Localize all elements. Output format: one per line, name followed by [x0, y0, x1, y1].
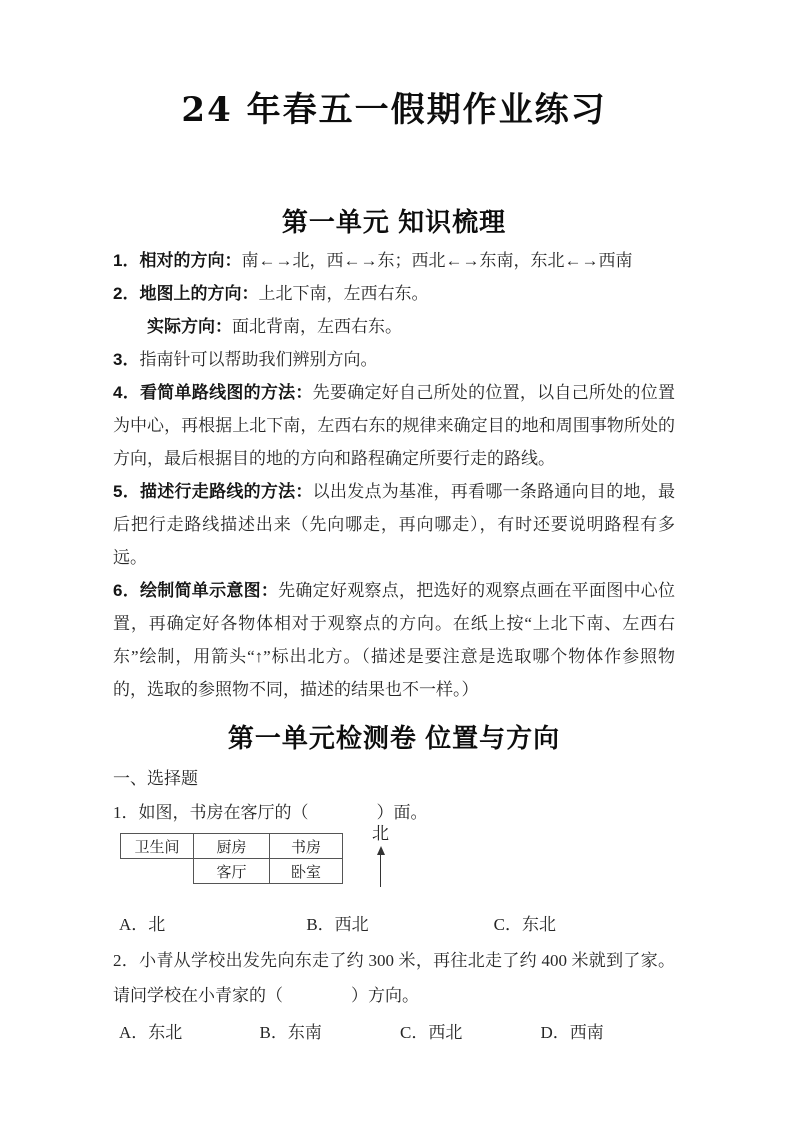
list-item-5 — [113, 475, 675, 574]
item-text: 面北背南，左西右东。 — [232, 317, 402, 336]
list-item-6 — [113, 574, 675, 706]
list-item-1 — [113, 244, 675, 277]
choice-b: B．西北 — [306, 915, 369, 934]
page-title: 24 年春五一假期作业练习 — [181, 90, 607, 130]
choice-a: A．北 — [119, 915, 166, 934]
knowledge-list — [113, 244, 675, 706]
north-indicator — [372, 824, 389, 887]
question-1-text: 1．如图，书房在客厅的（ ）面。 — [113, 803, 428, 822]
cell-study: 书房 — [270, 834, 343, 859]
arrow-head — [377, 846, 385, 855]
choice-b: B．东南 — [259, 1023, 322, 1042]
choice-c: C．东北 — [493, 915, 556, 934]
item-text: 指南针可以帮助我们辨别方向。 — [139, 350, 378, 369]
item-label: 实际方向： — [147, 317, 232, 336]
item-number: 3． — [113, 350, 140, 369]
item-text: 南←→北，西←→东；西北←→东南，东北←→西南 — [241, 251, 633, 270]
item-text: 以出发点为基准，再看哪一条路通向目的地，最后把行走路线描述出来（先向哪走，再向哪走），有时还要说明路程有多远。 — [113, 482, 676, 567]
list-item-2-sub — [113, 310, 675, 343]
north-arrow-icon — [377, 846, 385, 887]
cell-kitchen: 厨房 — [194, 834, 270, 859]
item-label: 地图上的方向： — [139, 284, 259, 303]
item-number: 1． — [113, 251, 140, 270]
question-2-choices — [113, 1015, 675, 1050]
item-number: 2． — [113, 284, 140, 303]
cell-bedroom: 卧室 — [270, 859, 343, 884]
item-label: 相对的方向： — [139, 251, 242, 270]
question-1-choices — [113, 908, 675, 942]
list-item-3 — [113, 343, 675, 376]
question-1-diagram — [120, 824, 675, 887]
question-2-text: 2．小青从学校出发先向东走了约 300 米，再往北走了约 400 米就到了家。请问学校在小青家的（ ）方向。 — [113, 951, 675, 1005]
item-text: 先要确定好自己所处的位置，以自己所处的位置为中心，再根据上北下南，左西右东的规律来确定目的地和周围事物所处的方向，最后根据目的地的方向和路程确定所要行走的路线。 — [113, 383, 676, 468]
choice-c: C．西北 — [400, 1023, 463, 1042]
item-number: 5． — [113, 482, 140, 501]
item-number: 4． — [113, 383, 140, 402]
item-label: 看简单路线图的方法： — [140, 383, 313, 402]
table-row — [121, 834, 343, 859]
room-layout-table — [120, 833, 343, 884]
part-label: 一、选择题 — [113, 769, 198, 788]
cell-livingroom: 客厅 — [194, 859, 270, 884]
item-label: 绘制简单示意图： — [140, 581, 279, 600]
north-label: 北 — [372, 824, 389, 843]
item-label: 描述行走路线的方法： — [140, 482, 313, 501]
cell-empty — [121, 859, 194, 884]
item-text: 上北下南，左西右东。 — [258, 284, 429, 303]
item-number: 6． — [113, 581, 140, 600]
choice-d: D．西南 — [540, 1023, 604, 1042]
list-item-4 — [113, 376, 675, 475]
arrow-shaft — [380, 855, 381, 887]
section2-heading: 第一单元检测卷 位置与方向 — [227, 723, 561, 753]
item-text: 先确定好观察点，把选好的观察点画在平面图中心位置，再确定好各物体相对于观察点的方向。在纸上按“上北下南、左西右东”绘制，用箭头“↑”标出北方。（描述是要注意是选取哪个物体作参照物的，选取的参照物不同，描述的结果也不一样。） — [113, 581, 676, 699]
list-item-2 — [113, 277, 675, 310]
section1-heading: 第一单元 知识梳理 — [281, 207, 507, 237]
cell-bathroom: 卫生间 — [121, 834, 194, 859]
table-row — [121, 859, 343, 884]
choice-a: A．东北 — [119, 1023, 183, 1042]
